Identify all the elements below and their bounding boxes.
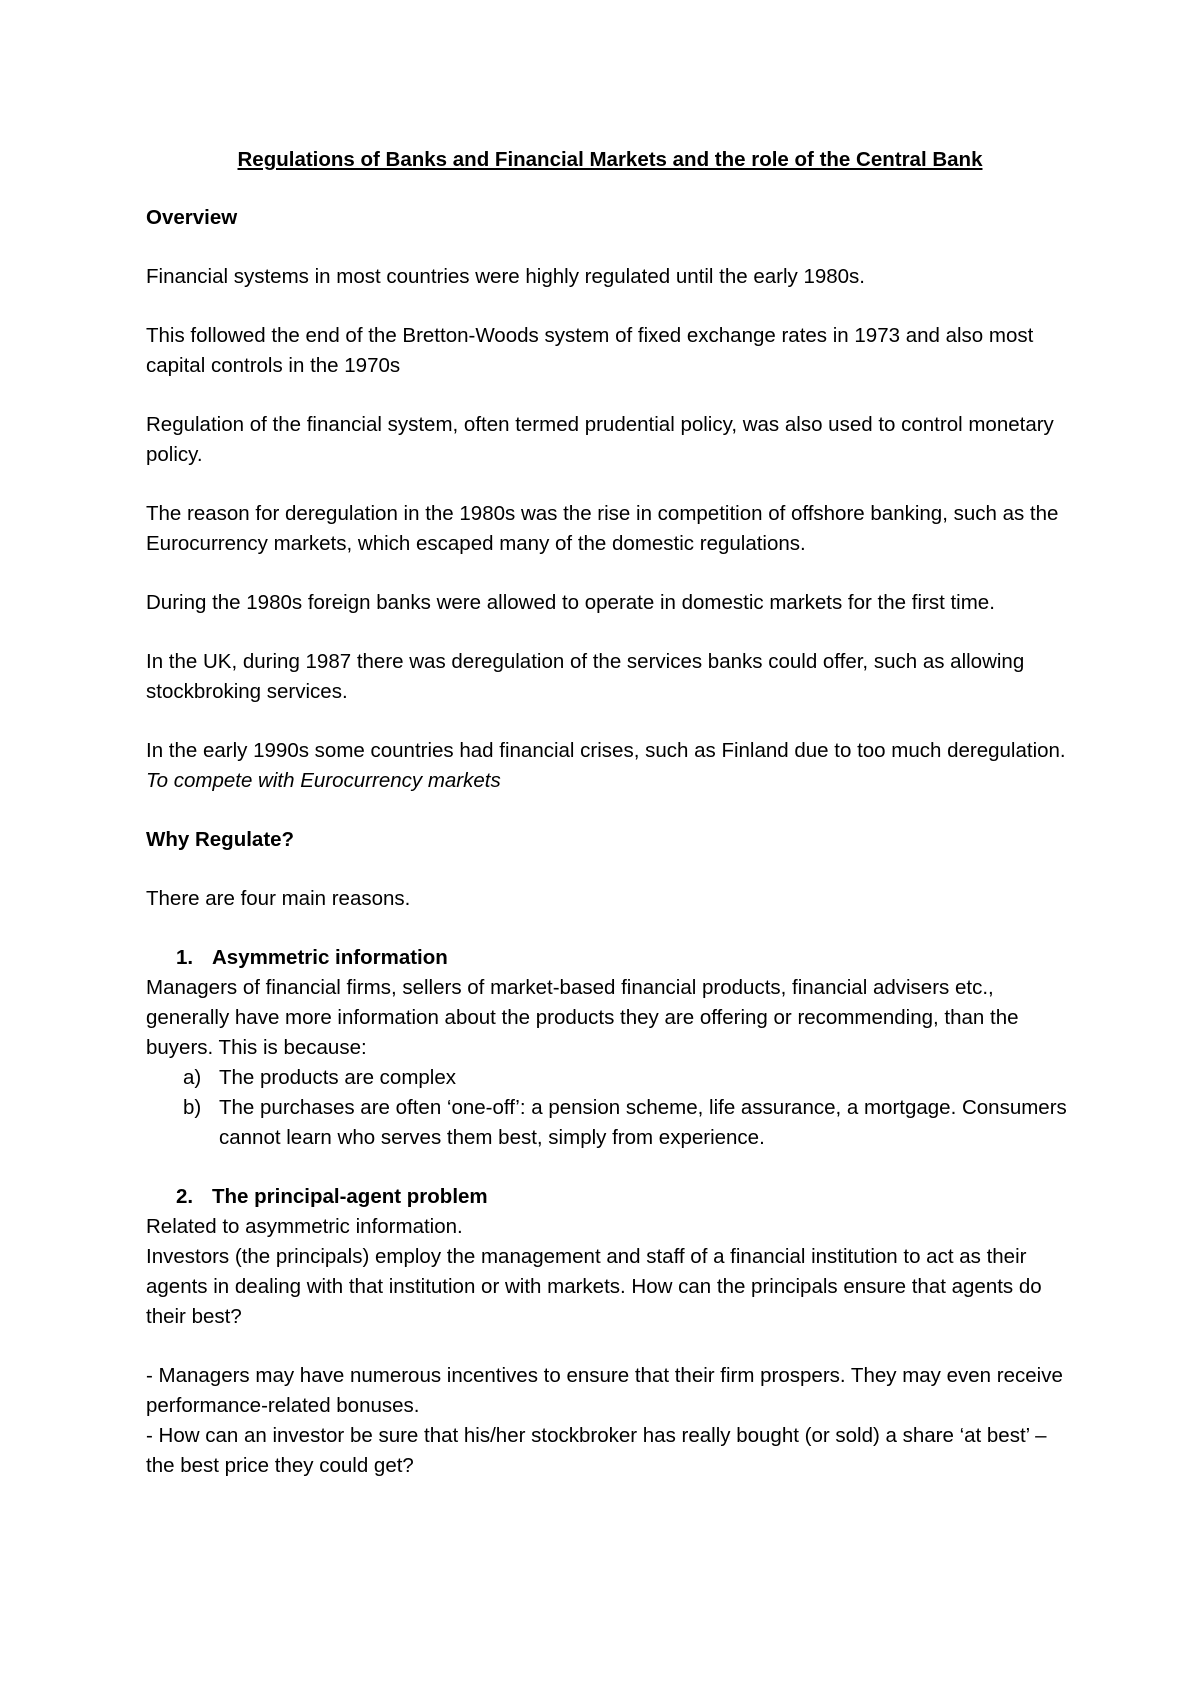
overview-paragraph: In the UK, during 1987 there was deregulation of the services banks could offer, such as allowing stockbroking services. — [146, 650, 1025, 703]
overview-last-text: In the early 1990s some countries had financial crises, such as Finland due to too much deregulation. — [146, 739, 1066, 762]
overview-italic-note: To compete with Eurocurrency markets — [146, 769, 501, 792]
overview-paragraph: Financial systems in most countries were highly regulated until the early 1980s. — [146, 265, 865, 288]
reason-2-bullet-2: - How can an investor be sure that his/her stockbroker has really bought (or sold) a share ‘at best’ – the best price they could get? — [146, 1424, 1047, 1477]
reason-1-heading — [146, 943, 1080, 973]
item-text: The purchases are often ‘one-off’: a pension scheme, life assurance, a mortgage. Consumers cannot learn who serves them best, simply from experience. — [219, 1096, 1067, 1149]
overview-paragraph: During the 1980s foreign banks were allowed to operate in domestic markets for the first time. — [146, 591, 995, 614]
reason-1-item-a — [146, 1063, 1080, 1093]
overview-paragraph: This followed the end of the Bretton-Woods system of fixed exchange rates in 1973 and also most capital controls in the 1970s — [146, 324, 1034, 377]
item-marker: a) — [183, 1066, 202, 1089]
reason-2-line-1: Related to asymmetric information. — [146, 1215, 463, 1238]
reason-1-item-b — [146, 1093, 1080, 1153]
reason-2-title: The principal-agent problem — [212, 1185, 488, 1208]
why-regulate-heading: Why Regulate? — [146, 828, 295, 851]
item-text: The products are complex — [219, 1066, 457, 1089]
reason-2-heading — [146, 1182, 1080, 1212]
reason-2-number: 2. — [176, 1185, 194, 1208]
overview-last-paragraph — [146, 736, 1080, 796]
reason-1-title: Asymmetric information — [212, 946, 448, 969]
reason-2-bullet-1: - Managers may have numerous incentives to ensure that their firm prospers. They may even receive performance-related bonuses. — [146, 1364, 1063, 1417]
item-marker: b) — [183, 1096, 202, 1119]
overview-heading: Overview — [146, 206, 238, 229]
reason-1-number: 1. — [176, 946, 194, 969]
overview-paragraph: Regulation of the financial system, often termed prudential policy, was also used to control monetary policy. — [146, 413, 1054, 466]
reason-2-line-2: Investors (the principals) employ the management and staff of a financial institution to act as their agents in dealing with that institution or with markets. How can the principals ensure that agents do their best? — [146, 1245, 1042, 1328]
why-regulate-intro: There are four main reasons. — [146, 887, 411, 910]
document-title: Regulations of Banks and Financial Markets and the role of the Central Bank — [237, 148, 983, 171]
reason-1-text: Managers of financial firms, sellers of market-based financial products, financial advisers etc., generally have more information about the products they are offering or recommending, than the buyers. This is because: — [146, 976, 1019, 1059]
overview-paragraph: The reason for deregulation in the 1980s was the rise in competition of offshore banking, such as the Eurocurrency markets, which escaped many of the domestic regulations. — [146, 502, 1059, 555]
